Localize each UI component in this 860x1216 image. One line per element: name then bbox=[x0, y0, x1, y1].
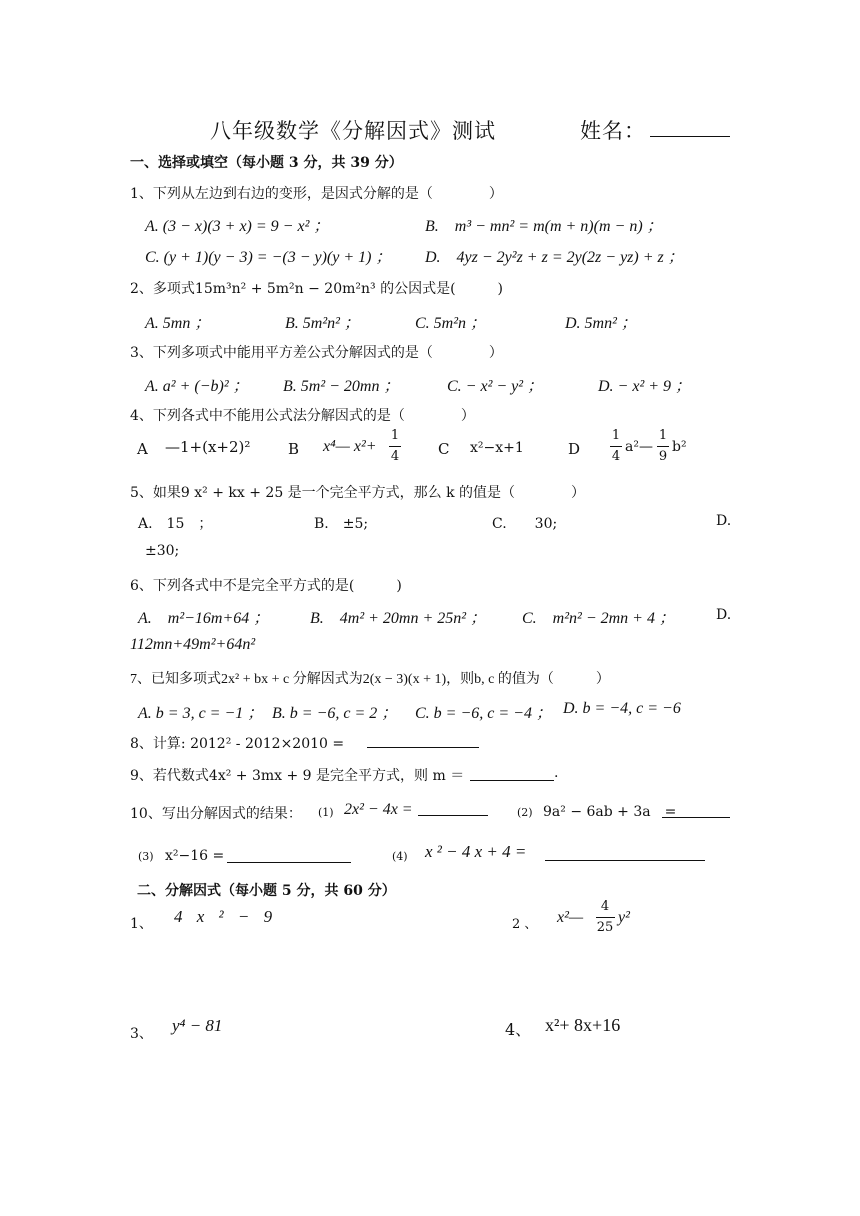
q5-option-b[interactable]: B. ±5; bbox=[314, 516, 369, 532]
q4-d-denominator-1: 4 bbox=[611, 449, 621, 464]
q3-option-b[interactable]: B. 5m² − 20mn ； bbox=[283, 378, 400, 395]
factor-2-prefix: x²— bbox=[557, 909, 584, 926]
q6-option-a[interactable]: A. m²−16m+64 ； bbox=[138, 610, 270, 627]
q1-stem: 1、下列从左边到右边的变形，是因式分解的是（ ） bbox=[130, 186, 503, 202]
q1-option-d[interactable]: D. 4yz − 2y²z + z = 2y(2z − yz) + z ； bbox=[425, 249, 684, 266]
q4-d-fraction-bar-2 bbox=[657, 446, 669, 447]
factor-2-label: 2 、 bbox=[512, 917, 538, 932]
factor-1-label: 1、 bbox=[130, 916, 153, 932]
q7-stem: 7、已知多项式2x² + bx + c 分解因式为2(x − 3)(x + 1)，则b, c 的值为（ ） bbox=[130, 672, 610, 687]
q10-part-4-blank[interactable] bbox=[545, 846, 705, 861]
page-title: 八年级数学《分解因式》测试 bbox=[210, 119, 496, 143]
q2-option-c[interactable]: C. 5m²n ； bbox=[415, 315, 487, 332]
q1-option-a[interactable]: A. (3 − x)(3 + x) = 9 − x² ； bbox=[145, 218, 330, 235]
q5-stem: 5、如果9 x² + kx + 25 是一个完全平方式，那么 k 的值是（ ） bbox=[130, 485, 586, 501]
q9-stem: 9、若代数式4x² + 3mx + 9 是完全平方式，则 m ＝ bbox=[130, 768, 465, 784]
factor-2-numerator: 4 bbox=[600, 899, 610, 914]
q10-stem: 10、写出分解因式的结果： bbox=[130, 806, 302, 822]
q6-option-d-letter[interactable]: D. bbox=[716, 607, 732, 623]
name-label: 姓名： bbox=[580, 119, 646, 143]
q5-option-c[interactable]: C. 30; bbox=[492, 516, 558, 532]
q4-option-a[interactable]: —1+(x+2)² bbox=[165, 438, 251, 456]
q10-part-3-label: (3) bbox=[138, 850, 154, 863]
factor-2-fraction-bar bbox=[596, 917, 615, 918]
q4-b-denominator: 4 bbox=[390, 449, 400, 464]
q2-option-b[interactable]: B. 5m²n² ； bbox=[285, 315, 360, 332]
q10-part-1-label: (1) bbox=[318, 806, 334, 819]
q3-option-d[interactable]: D. − x² + 9 ； bbox=[598, 378, 692, 395]
name-blank[interactable] bbox=[650, 120, 730, 137]
q4-stem: 4、下列各式中不能用公式法分解因式的是（ ） bbox=[130, 408, 475, 424]
q3-option-c[interactable]: C. − x² − y² ； bbox=[447, 378, 544, 395]
q8-answer-blank[interactable] bbox=[367, 733, 479, 748]
section-1-heading: 一、选择或填空（每小题 3 分，共 39 分） bbox=[130, 155, 403, 171]
q4-d-fraction-bar-1 bbox=[610, 446, 622, 447]
q10-part-3-blank[interactable] bbox=[227, 848, 351, 863]
q6-option-d[interactable]: 112mn+49m²+64n² bbox=[130, 636, 256, 653]
q4-d-numerator-1: 1 bbox=[611, 428, 621, 443]
q10-part-2-blank[interactable] bbox=[662, 803, 730, 818]
q4-option-d-letter[interactable]: D bbox=[568, 440, 581, 458]
q10-part-1-blank[interactable] bbox=[418, 801, 488, 816]
q10-part-4-label: (4) bbox=[392, 850, 408, 863]
factor-1-expression: 4 x ² − 9 bbox=[174, 907, 273, 926]
q4-option-d-end[interactable]: b² bbox=[672, 439, 687, 455]
factor-4-label: 4、 bbox=[505, 1020, 532, 1039]
q2-option-d[interactable]: D. 5mn² ； bbox=[565, 315, 637, 332]
q4-option-c-letter[interactable]: C bbox=[438, 440, 450, 458]
q4-option-b-letter[interactable]: B bbox=[288, 440, 300, 458]
factor-3-expression: y⁴ − 81 bbox=[172, 1016, 223, 1035]
q9-answer-blank[interactable] bbox=[470, 766, 554, 781]
q7-option-b[interactable]: B. b = −6, c = 2 ； bbox=[272, 705, 398, 722]
q10-part-2: 9a² − 6ab + 3a = bbox=[543, 804, 677, 820]
factor-2-denominator: 25 bbox=[596, 920, 614, 935]
q8-stem: 8、计算: 2012² - 2012×2010 = bbox=[130, 736, 345, 752]
q5-option-d-letter[interactable]: D. bbox=[716, 513, 732, 529]
factor-2-suffix: y² bbox=[618, 909, 630, 926]
q6-option-c[interactable]: C. m²n² − 2mn + 4 ； bbox=[522, 610, 675, 627]
section-2-heading: 二、分解因式（每小题 5 分，共 60 分） bbox=[137, 883, 396, 899]
q4-d-numerator-2: 1 bbox=[658, 428, 668, 443]
factor-3-label: 3、 bbox=[130, 1026, 153, 1042]
factor-4-expression: x²+ 8x+16 bbox=[545, 1015, 621, 1035]
q5-option-a[interactable]: A. 15 ； bbox=[138, 516, 213, 532]
q4-d-denominator-2: 9 bbox=[658, 449, 668, 464]
q3-stem: 3、下列多项式中能用平方差公式分解因式的是（ ） bbox=[130, 345, 503, 361]
q4-b-fraction-bar bbox=[389, 446, 401, 447]
q2-option-a[interactable]: A. 5mn ； bbox=[145, 315, 211, 332]
q3-option-a[interactable]: A. a² + (−b)² ； bbox=[145, 378, 249, 395]
q10-part-4: x ² − 4 x + 4 = bbox=[425, 842, 527, 861]
q9-period: . bbox=[554, 765, 559, 781]
q4-option-c[interactable]: x²−x+1 bbox=[470, 440, 524, 456]
q4-option-a-letter[interactable]: A bbox=[137, 440, 148, 458]
q5-option-d[interactable]: ±30; bbox=[145, 543, 180, 559]
q10-part-2-label: (2) bbox=[517, 806, 533, 819]
q4-option-b[interactable]: x⁴— x²+ bbox=[323, 438, 377, 455]
q10-part-3: x²−16 = bbox=[165, 848, 225, 864]
q1-option-c[interactable]: C. (y + 1)(y − 3) = −(3 − y)(y + 1) ； bbox=[145, 249, 392, 266]
q6-option-b[interactable]: B. 4m² + 20mn + 25n² ； bbox=[310, 610, 487, 627]
q7-option-a[interactable]: A. b = 3, c = −1 ； bbox=[138, 705, 264, 722]
q10-part-1: 2x² − 4x = bbox=[344, 801, 413, 818]
q1-option-b[interactable]: B. m³ − mn² = m(m + n)(m − n) ； bbox=[425, 218, 663, 235]
q4-option-d-middle[interactable]: a²— bbox=[625, 439, 653, 455]
q7-option-d[interactable]: D. b = −4, c = −6 bbox=[563, 700, 681, 717]
q4-b-numerator: 1 bbox=[390, 428, 400, 443]
q2-stem: 2、多项式15m³n² + 5m²n − 20m²n³ 的公因式是( ) bbox=[130, 281, 504, 297]
q7-option-c[interactable]: C. b = −6, c = −4 ； bbox=[415, 705, 552, 722]
q6-stem: 6、下列各式中不是完全平方式的是( ) bbox=[130, 578, 402, 594]
